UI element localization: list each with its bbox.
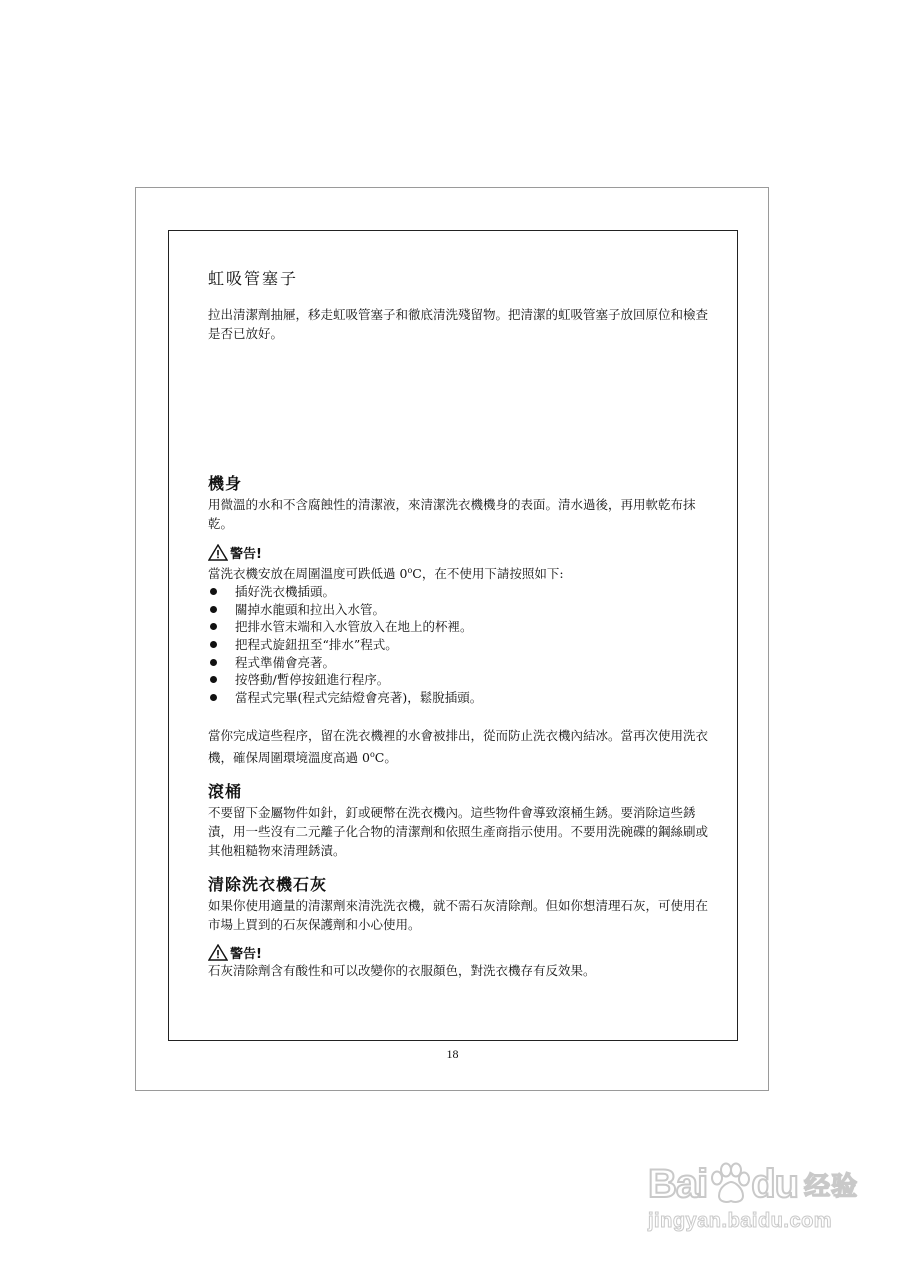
warning-title-2 <box>208 943 708 961</box>
bullet-icon <box>210 641 217 648</box>
warning-1-intro-b: C，在不使用下請按照如下: <box>412 566 564 582</box>
list-item <box>208 654 708 672</box>
step-text: 當程式完畢(程式完結燈會亮著)，鬆脫插頭。 <box>235 689 483 705</box>
warning-triangle-icon <box>208 944 228 961</box>
warning-1-after-b: C。 <box>374 750 397 766</box>
step-text: 按啓動/暫停按鈕進行程序。 <box>235 672 390 688</box>
watermark-brand <box>648 1162 858 1206</box>
degree-mark: o <box>369 750 375 759</box>
body-text: 用微溫的水和不含腐蝕性的清潔液，來清潔洗衣機機身的表面。清水過後，再用軟乾布抹乾。 <box>208 497 696 531</box>
section-title-body: 機身 <box>208 474 243 493</box>
section-title-siphon: 虹吸管塞子 <box>208 269 299 288</box>
bullet-icon <box>210 588 217 595</box>
list-item <box>208 601 708 619</box>
watermark-url: jingyan.baidu.com <box>648 1210 833 1232</box>
degree-mark: o <box>407 566 413 575</box>
section-title-descale: 清除洗衣機石灰 <box>208 875 328 894</box>
warning-title-2-text: 警告! <box>230 946 262 962</box>
paw-icon <box>707 1162 751 1206</box>
descale-text: 如果你使用適量的清潔劑來清洗洗衣機，就不需石灰清除劑。但如你想清理石灰，可使用在市場上買到的石灰保護劑和小心使用。 <box>208 898 709 932</box>
list-item <box>208 583 708 601</box>
section-siphon <box>208 266 708 289</box>
baidu-watermark <box>648 1140 868 1250</box>
warning-1-steps <box>208 583 708 706</box>
step-text: 把程式旋鈕扭至“排水”程式。 <box>235 636 398 652</box>
watermark-brand-a: Bai <box>648 1162 708 1206</box>
warning-title-1-text: 警告! <box>230 546 262 562</box>
step-text: 程式準備會亮著。 <box>235 654 336 670</box>
warning-title-1 <box>208 543 708 561</box>
watermark-brand-cn: 经验 <box>804 1171 859 1202</box>
warning-2-text: 石灰清除劑含有酸性和可以改變你的衣服顏色，對洗衣機存有反效果。 <box>208 963 596 978</box>
section-body <box>208 471 708 533</box>
section-descale <box>208 872 708 934</box>
warning-1-after <box>208 726 708 767</box>
list-item <box>208 689 708 707</box>
bullet-icon <box>210 676 217 683</box>
section-siphon-body <box>208 305 708 343</box>
warning-1-after-text <box>208 726 708 767</box>
warning-block-1 <box>208 543 708 706</box>
section-drum <box>208 779 708 860</box>
warning-triangle-icon <box>208 544 228 561</box>
step-text: 把排水管末端和入水管放入在地上的杯裡。 <box>235 619 473 635</box>
warning-block-2 <box>208 943 708 980</box>
list-item <box>208 636 708 654</box>
bullet-icon <box>210 606 217 613</box>
bullet-icon <box>210 623 217 630</box>
list-item <box>208 618 708 636</box>
bullet-icon <box>210 694 217 701</box>
siphon-text: 拉出清潔劑抽屜，移走虹吸管塞子和徹底清洗殘留物。把清潔的虹吸管塞子放回原位和檢查是否已放好。 <box>208 307 709 341</box>
warning-1-after-a: 當你完成這些程序，留在洗衣機裡的水會被排出，從而防止洗衣機內結冰。當再次使用洗衣機，確保周圍環境溫度高過 0 <box>208 728 709 766</box>
section-title-drum: 滾桶 <box>208 782 243 801</box>
step-text: 插好洗衣機插頭。 <box>235 584 336 600</box>
page-number: 18 <box>446 1047 459 1061</box>
warning-1-intro <box>208 561 708 583</box>
drum-text: 不要留下金屬物件如針，釘或硬幣在洗衣機內。這些物件會導致滾桶生銹。要消除這些銹漬，用一些沒有二元離子化合物的清潔劑和依照生產商指示使用。不要用洗碗碟的鋼絲刷或其他粗糙物來清理銹漬。 <box>208 805 709 858</box>
list-item <box>208 671 708 689</box>
step-text: 關掉水龍頭和拉出入水管。 <box>235 601 386 617</box>
watermark-brand-b: du <box>751 1162 799 1206</box>
bullet-icon <box>210 659 217 666</box>
warning-1-intro-a: 當洗衣機安放在周圍溫度可跌低過 0 <box>208 566 408 582</box>
